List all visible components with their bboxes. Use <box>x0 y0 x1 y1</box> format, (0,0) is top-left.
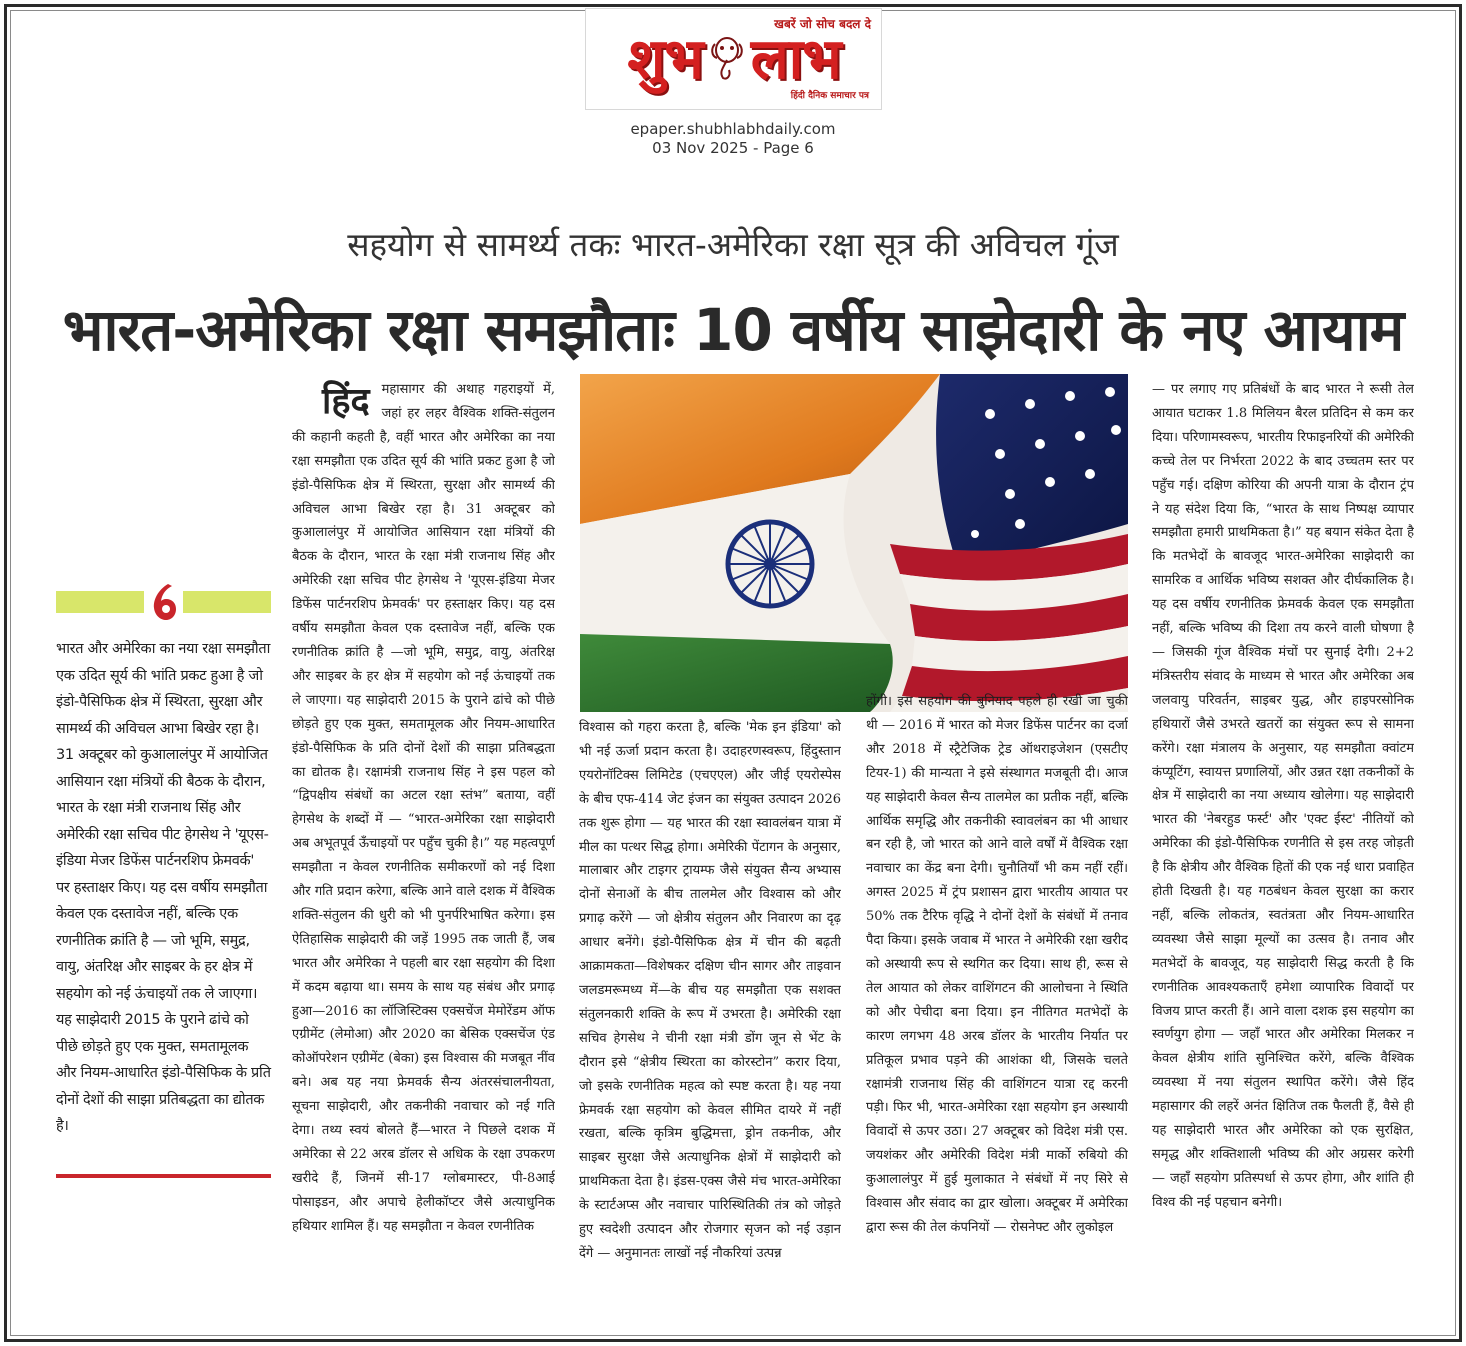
pull-quote-text: भारत और अमेरिका का नया रक्षा समझौता एक उदित सूर्य की भांति प्रकट हुआ है जो इंडो-पैसिफिक क्षेत्र में स्थिरता, सुरक्षा और सामर्थ्य की अविचल आभा बिखेर रहा है। 31 अक्टूबर को कुआलालंपुर में आयोजित आसियान रक्षा मंत्रियों की बैठक के दौरान, भारत के रक्षा मंत्री राजनाथ सिंह और अमेरिकी रक्षा सचिव पीट हेगसेथ ने 'यूएस-इंडिया मेजर डिफेंस पार्टनरशिप फ्रेमवर्क' पर हस्ताक्षर किए। यह दस वर्षीय समझौता केवल एक दस्तावेज नहीं, बल्कि एक रणनीतिक क्रांति है — जो भूमि, समुद्र, वायु, अंतरिक्ष और साइबर के हर क्षेत्र में सहयोग को नई ऊंचाइयों तक ले जाएगा। यह साझेदारी 2015 के पुराने ढांचे को पीछे छोड़ते हुए एक मुक्त, समतामूलक और नियम-आधारित इंडो-पैसिफिक के प्रति दोनों देशों की साझा प्रतिबद्धता का द्योतक है। <box>56 641 271 1134</box>
india-us-flags-image <box>580 374 1128 712</box>
article-column-2 <box>579 716 841 1328</box>
epaper-url[interactable]: epaper.shubhlabhdaily.com <box>630 120 836 138</box>
flags-photo <box>580 374 1128 712</box>
masthead-tagline: खबरें जो सोच बदल दे <box>774 17 871 31</box>
dropcap-word: हिंद <box>322 381 370 422</box>
pull-quote-rule <box>56 1174 271 1178</box>
masthead-subtitle: हिंदी दैनिक समाचार पत्र <box>790 91 869 101</box>
article-column-1 <box>292 378 555 1330</box>
quote-mark-icon <box>148 582 182 622</box>
column-2-text: विश्वास को गहरा करता है, बल्कि 'मेक इन इंडिया' को भी नई ऊर्जा प्रदान करता है। उदाहरणस्वरूप, हिंदुस्तान एयरोनॉटिक्स लिमिटेड (एचएएल) और जीई एयरोस्पेस के बीच एफ-414 जेट इंजन का संयुक्त उत्पादन 2026 तक शुरू होगा — यह भारत की रक्षा स्वावलंबन यात्रा में मील का पत्थर सिद्ध होगा। अमेरिकी पेंटागन के अनुसार, मालाबार और टाइगर ट्रायम्फ जैसे संयुक्त सैन्य अभ्यास दोनों सेनाओं के बीच तालमेल और विश्वास को और प्रगाढ़ करेंगे — जो क्षेत्रीय संतुलन और निवारण का दृढ़ आधार बनेंगे। इंडो-पैसिफिक क्षेत्र में चीन की बढ़ती आक्रामकता—विशेषकर दक्षिण चीन सागर और ताइवान जलडमरूमध्य में—के बीच यह समझौता एक सशक्त संतुलनकारी शक्ति के रूप में उभरता है। अमेरिकी रक्षा सचिव हेगसेथ ने चीनी रक्षा मंत्री डोंग जून से भेंट के दौरान इसे “क्षेत्रीय स्थिरता का कोरस्टोन” करार दिया, जो इसके रणनीतिक महत्व को स्पष्ट करता है। यह नया फ्रेमवर्क रक्षा सहयोग को केवल सीमित दायरे में नहीं रखता, बल्कि कृत्रिम बुद्धिमत्ता, ड्रोन तकनीक, और साइबर सुरक्षा जैसे अत्याधुनिक क्षेत्रों में साझेदारी को प्राथमिकता देता है। इंडस-एक्स जैसे मंच भारत-अमेरिका के स्टार्टअप्स और नवाचार पारिस्थितिकी तंत्र को जोड़ते हुए स्वदेशी उत्पादन और रोजगार सृजन को नई उड़ान देंगे — अनुमानतः लाखों नई नौकरियां उत्पन्न <box>579 720 841 1261</box>
date-page: 03 Nov 2025 - Page 6 <box>652 139 814 157</box>
column-3-text: होंगी। इस सहयोग की बुनियाद पहले ही रखी जा चुकी थी — 2016 में भारत को मेजर डिफेंस पार्टनर का दर्जा और 2018 में स्ट्रैटेजिक ट्रेड ऑथराइजेशन (एसटीए टियर-1) की मान्यता ने इसे संस्थागत मजबूती दी। आज यह साझेदारी केवल सैन्य तालमेल का प्रतीक नहीं, बल्कि आर्थिक समृद्धि और तकनीकी स्वावलंबन का भी आधार बन रही है, जो भारत को आने वाले वर्षों में वैश्विक रक्षा नवाचार का केंद्र बना देगी। चुनौतियाँ भी कम नहीं रहीं। अगस्त 2025 में ट्रंप प्रशासन द्वारा भारतीय आयात पर 50% तक टैरिफ वृद्धि ने दोनों देशों के संबंधों में तनाव पैदा किया। इसके जवाब में भारत ने अमेरिकी रक्षा खरीद को अस्थायी रूप से स्थगित कर दिया। साथ ही, रूस से तेल आयात को लेकर वाशिंगटन की आलोचना ने स्थिति को और पेचीदा बना दिया। इन नीतिगत मतभेदों के कारण लगभग 48 अरब डॉलर के भारतीय निर्यात पर प्रतिकूल प्रभाव पड़ने की आशंका थी, जिसके चलते रक्षामंत्री राजनाथ सिंह की वाशिंगटन यात्रा रद्द करनी पड़ी। फिर भी, भारत-अमेरिका रक्षा सहयोग इन अस्थायी विवादों से ऊपर उठा। 27 अक्टूबर को विदेश मंत्री एस. जयशंकर और अमेरिकी विदेश मंत्री मार्को रुबियो की कुआलालंपुर में हुई मुलाकात ने संबंधों में नए सिरे से विश्वास और संवाद का द्वार खोला। अक्टूबर में अमेरिका द्वारा रूस की तेल कंपनियों — रोसनेफ्ट और लुकोइल <box>866 694 1128 1235</box>
ganesha-emblem-icon <box>709 32 745 82</box>
article-column-3 <box>866 690 1128 1328</box>
pull-quote-bar-left <box>56 591 144 613</box>
article-column-4 <box>1152 378 1414 1328</box>
logo-text-left: शुभ <box>627 26 703 92</box>
pull-quote-box <box>56 582 271 1182</box>
column-4-text: — पर लगाए गए प्रतिबंधों के बाद भारत ने रूसी तेल आयात घटाकर 1.8 मिलियन बैरल प्रतिदिन से कम कर दिया। परिणामस्वरूप, भारतीय रिफाइनरियों की अमेरिकी कच्चे तेल पर निर्भरता 2022 के बाद उच्चतम स्तर पर पहुँच गई। दक्षिण कोरिया की अपनी यात्रा के दौरान ट्रंप ने यह संदेश दिया कि, “भारत के साथ निष्पक्ष व्यापार समझौता हमारी प्राथमिकता है।” यह बयान संकेत देता है कि मतभेदों के बावजूद भारत-अमेरिका साझेदारी का सामरिक व आर्थिक भविष्य सशक्त और दीर्घकालिक है। यह दस वर्षीय रणनीतिक फ्रेमवर्क केवल एक समझौता नहीं, बल्कि भविष्य की दिशा तय करने वाली घोषणा है — जिसकी गूंज वैश्विक मंचों पर सुनाई देगी। 2+2 मंत्रिस्तरीय संवाद के माध्यम से भारत और अमेरिका अब जलवायु परिवर्तन, साइबर युद्ध, और हाइपरसोनिक हथियारों जैसे उभरते खतरों का संयुक्त रूप से सामना करेंगे। रक्षा मंत्रालय के अनुसार, यह समझौता क्वांटम कंप्यूटिंग, स्वायत्त प्रणालियों, और उन्नत रक्षा तकनीकों के क्षेत्र में साझेदारी का नया अध्याय खोलेगा। यह साझेदारी भारत की 'नेबरहुड फर्स्ट' और 'एक्ट ईस्ट' नीतियों को अमेरिका की इंडो-पैसिफिक रणनीति से इस तरह जोड़ती है कि क्षेत्रीय और वैश्विक हितों की एक नई धारा प्रवाहित होती दिखती है। यह गठबंधन केवल सुरक्षा का करार नहीं, बल्कि लोकतंत्र, स्वतंत्रता और नियम-आधारित व्यवस्था जैसे साझा मूल्यों का उत्सव है। तनाव और मतभेदों के बावजूद, यह साझेदारी सिद्ध करती है कि रणनीतिक आवश्यकताएँ हमेशा व्यापारिक विवादों पर विजय प्राप्त करती हैं। आने वाला दशक इस सहयोग का स्वर्णयुग होगा — जहाँ भारत और अमेरिका मिलकर न केवल क्षेत्रीय शांति सुनिश्चित करेंगे, बल्कि वैश्विक व्यवस्था में नया संतुलन स्थापित करेंगे। जैसे हिंद महासागर की लहरें अनंत क्षितिज तक फैलती हैं, वैसे ही यह साझेदारी भारत और अमेरिका को एक सुरक्षित, समृद्ध और शक्तिशाली भविष्य की ओर अग्रसर करेगी — जहाँ सहयोग प्रतिस्पर्धा से ऊपर होगा, और शांति ही विश्व की नई पहचान बनेगी। <box>1152 382 1414 1210</box>
brand-logo <box>592 25 876 92</box>
article-headline: भारत-अमेरिका रक्षा समझौताः 10 वर्षीय साझेदारी के नए आयाम <box>62 296 1404 364</box>
pull-quote-bar-right <box>183 591 271 613</box>
column-1-text: महासागर की अथाह गहराइयों में, जहां हर लहर वैश्विक शक्ति-संतुलन की कहानी कहती है, वहीं भारत और अमेरिका का नया रक्षा समझौता एक उदित सूर्य की भांति प्रकट हुआ है जो इंडो-पैसिफिक क्षेत्र में स्थिरता, सुरक्षा और सामर्थ्य की अविचल आभा बिखेर रहा है। 31 अक्टूबर को कुआलालंपुर में आयोजित आसियान रक्षा मंत्रियों की बैठक के दौरान, भारत के रक्षा मंत्री राजनाथ सिंह और अमेरिकी रक्षा सचिव पीट हेगसेथ ने 'यूएस-इंडिया मेजर डिफेंस पार्टनरशिप फ्रेमवर्क' पर हस्ताक्षर किए। यह दस वर्षीय समझौता केवल एक दस्तावेज नहीं, बल्कि एक रणनीतिक क्रांति है —जो भूमि, समुद्र, वायु, अंतरिक्ष और साइबर के हर क्षेत्र में सहयोग को नई ऊंचाइयों तक ले जाएगा। यह साझेदारी 2015 के पुराने ढांचे को पीछे छोड़ते हुए एक मुक्त, समतामूलक और नियम-आधारित इंडो-पैसिफिक के प्रति दोनों देशों की साझा प्रतिबद्धता का द्योतक है। रक्षामंत्री राजनाथ सिंह ने इस पहल को “द्विपक्षीय संबंधों का अटल रक्षा स्तंभ” बताया, वहीं हेगसेथ के शब्दों में — “भारत-अमेरिका रक्षा साझेदारी अब अभूतपूर्व ऊँचाइयों पर पहुँच चुकी है।” यह महत्वपूर्ण समझौता न केवल रणनीतिक समीकरणों को नई दिशा और गति प्रदान करेगा, बल्कि आने वाले दशक में वैश्विक शक्ति-संतुलन की धुरी को भी पुनर्परिभाषित करेगा। इस ऐतिहासिक साझेदारी की जड़ें 1995 तक जाती हैं, जब भारत और अमेरिका ने पहली बार रक्षा सहयोग की दिशा में कदम बढ़ाया था। समय के साथ यह संबंध और प्रगाढ़ हुआ—2016 का लॉजिस्टिक्स एक्सचेंज मेमोरेंडम ऑफ एग्रीमेंट (लेमोआ) और 2020 का बेसिक एक्सचेंज एंड कोऑपरेशन एग्रीमेंट (बेका) इस विश्वास की मजबूत नींव बने। अब यह नया फ्रेमवर्क सैन्य अंतरसंचालनीयता, सूचना साझेदारी, और तकनीकी नवाचार को नई गति देगा। तथ्य स्वयं बोलते हैं—भारत ने पिछले दशक में अमेरिका से 22 अरब डॉलर से अधिक के रक्षा उपकरण खरीदे हैं, जिनमें सी-17 ग्लोबमास्टर, पी-8आई पोसाइडन, और अपाचे हेलीकॉप्टर जैसे अत्याधुनिक हथियार शामिल हैं। यह समझौता न केवल रणनीतिक <box>292 382 555 1234</box>
logo-text-right: लाभ <box>750 26 841 92</box>
masthead[interactable] <box>585 8 882 110</box>
article-kicker: सहयोग से सामर्थ्य तकः भारत-अमेरिका रक्षा सूत्र की अविचल गूंज <box>347 225 1119 264</box>
edition-info <box>0 120 1466 158</box>
